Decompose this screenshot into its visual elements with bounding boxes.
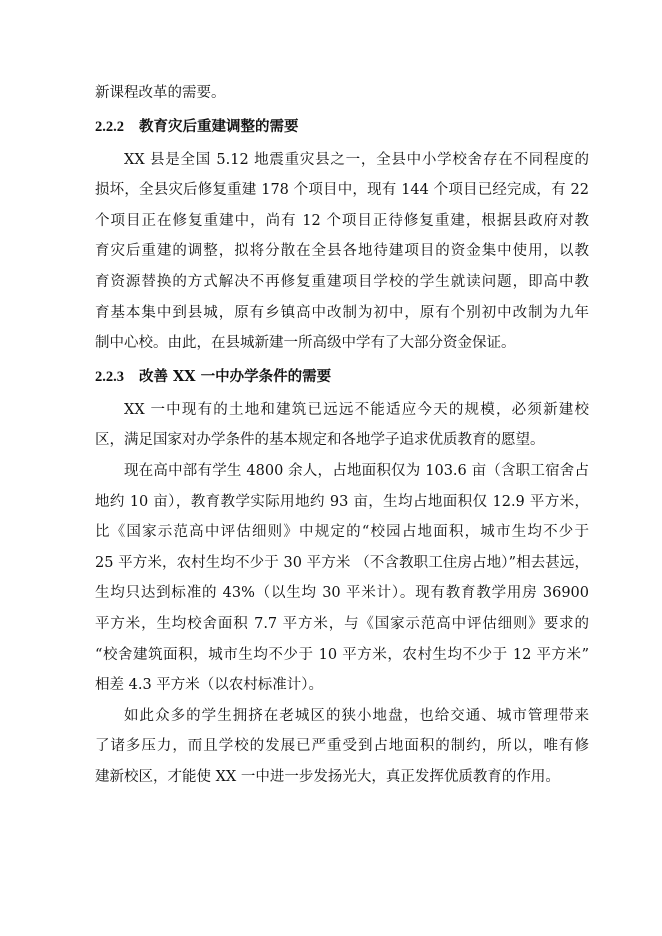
paragraph-land-area xyxy=(95,456,589,701)
paragraph-line: 如此众多的学生拥挤在老城区的狭小地盘，也给交通、城市管理带来 xyxy=(124,707,589,724)
paragraph-line: 区，满足国家对办学条件的基本规定和各地学子追求优质教育的愿望。 xyxy=(95,432,545,449)
section-title: 教育灾后重建调整的需要 xyxy=(139,117,299,135)
paragraph-line: 平方米，生均校舍面积 7.7 平方米，与《国家示范高中评估细则》要求的 xyxy=(95,615,589,632)
paragraph-line: 制中心校。由此，在县城新建一所高级中学有了大部分资金保证。 xyxy=(95,335,516,352)
paragraph-line: 现在高中部有学生 4800 余人，占地面积仅为 103.6 亩（含职工宿舍占 xyxy=(124,462,589,479)
paragraph-line: 生均只达到标准的 43%（以生均 30 平米计）。现有教育教学用房 36900 xyxy=(95,585,589,602)
paragraph-line: 地约 10 亩），教育教学实际用地约 93 亩，生均占地面积仅 12.9 平方米， xyxy=(95,493,589,510)
paragraph-line: 个项目正在修复重建中，尚有 12 个项目正待修复重建，根据县政府对教 xyxy=(95,212,589,229)
section-number: 2.2.3 xyxy=(95,368,124,385)
paragraph-line: 育基本集中到县城，原有乡镇高中改制为初中，原有个别初中改制为九年 xyxy=(95,304,589,321)
paragraph-school-conditions xyxy=(95,395,589,456)
section-heading-2-2-2 xyxy=(95,109,589,145)
section-number: 2.2.2 xyxy=(95,118,124,135)
paragraph-line: 比《国家示范高中评估细则》中规定的“校园占地面积，城市生均不少于 xyxy=(95,524,589,541)
paragraph-line: 了诸多压力，而且学校的发展已严重受到占地面积的制约，所以，唯有修 xyxy=(95,738,589,755)
paragraph-line: XX 一中现有的土地和建筑已远远不能适应今天的规模，必须新建校 xyxy=(124,401,589,418)
paragraph-disaster-reconstruction xyxy=(95,145,589,359)
section-heading-2-2-3 xyxy=(95,359,589,395)
document-body xyxy=(95,78,589,792)
paragraph-line: XX 县是全国 5.12 地震重灾县之一，全县中小学校舍存在不同程度的 xyxy=(124,151,589,168)
paragraph-crowding xyxy=(95,701,589,793)
paragraph-line: 25 平方米，农村生均不少于 30 平方米 （不含教职工住房占地）”相去甚远， xyxy=(95,554,589,571)
paragraph-line: “校舍建筑面积，城市生均不少于 10 平方米，农村生均不少于 12 平方米” xyxy=(95,646,589,663)
section-title: 改善 XX 一中办学条件的需要 xyxy=(139,367,332,385)
paragraph-line: 相差 4.3 平方米（以农村标准计）。 xyxy=(95,677,324,694)
paragraph-line: 损坏，全县灾后修复重建 178 个项目中，现有 144 个项目已经完成，有 22 xyxy=(95,182,589,199)
paragraph-line: 育灾后重建的调整，拟将分散在全县各地待建项目的资金集中使用，以教 xyxy=(95,243,589,260)
paragraph-line: 育资源替换的方式解决不再修复重建项目学校的学生就读问题，即高中教 xyxy=(95,273,589,290)
intro-line: 新课程改革的需要。 xyxy=(95,85,226,101)
paragraph-line: 建新校区，才能使 XX 一中进一步发扬光大，真正发挥优质教育的作用。 xyxy=(95,768,560,785)
